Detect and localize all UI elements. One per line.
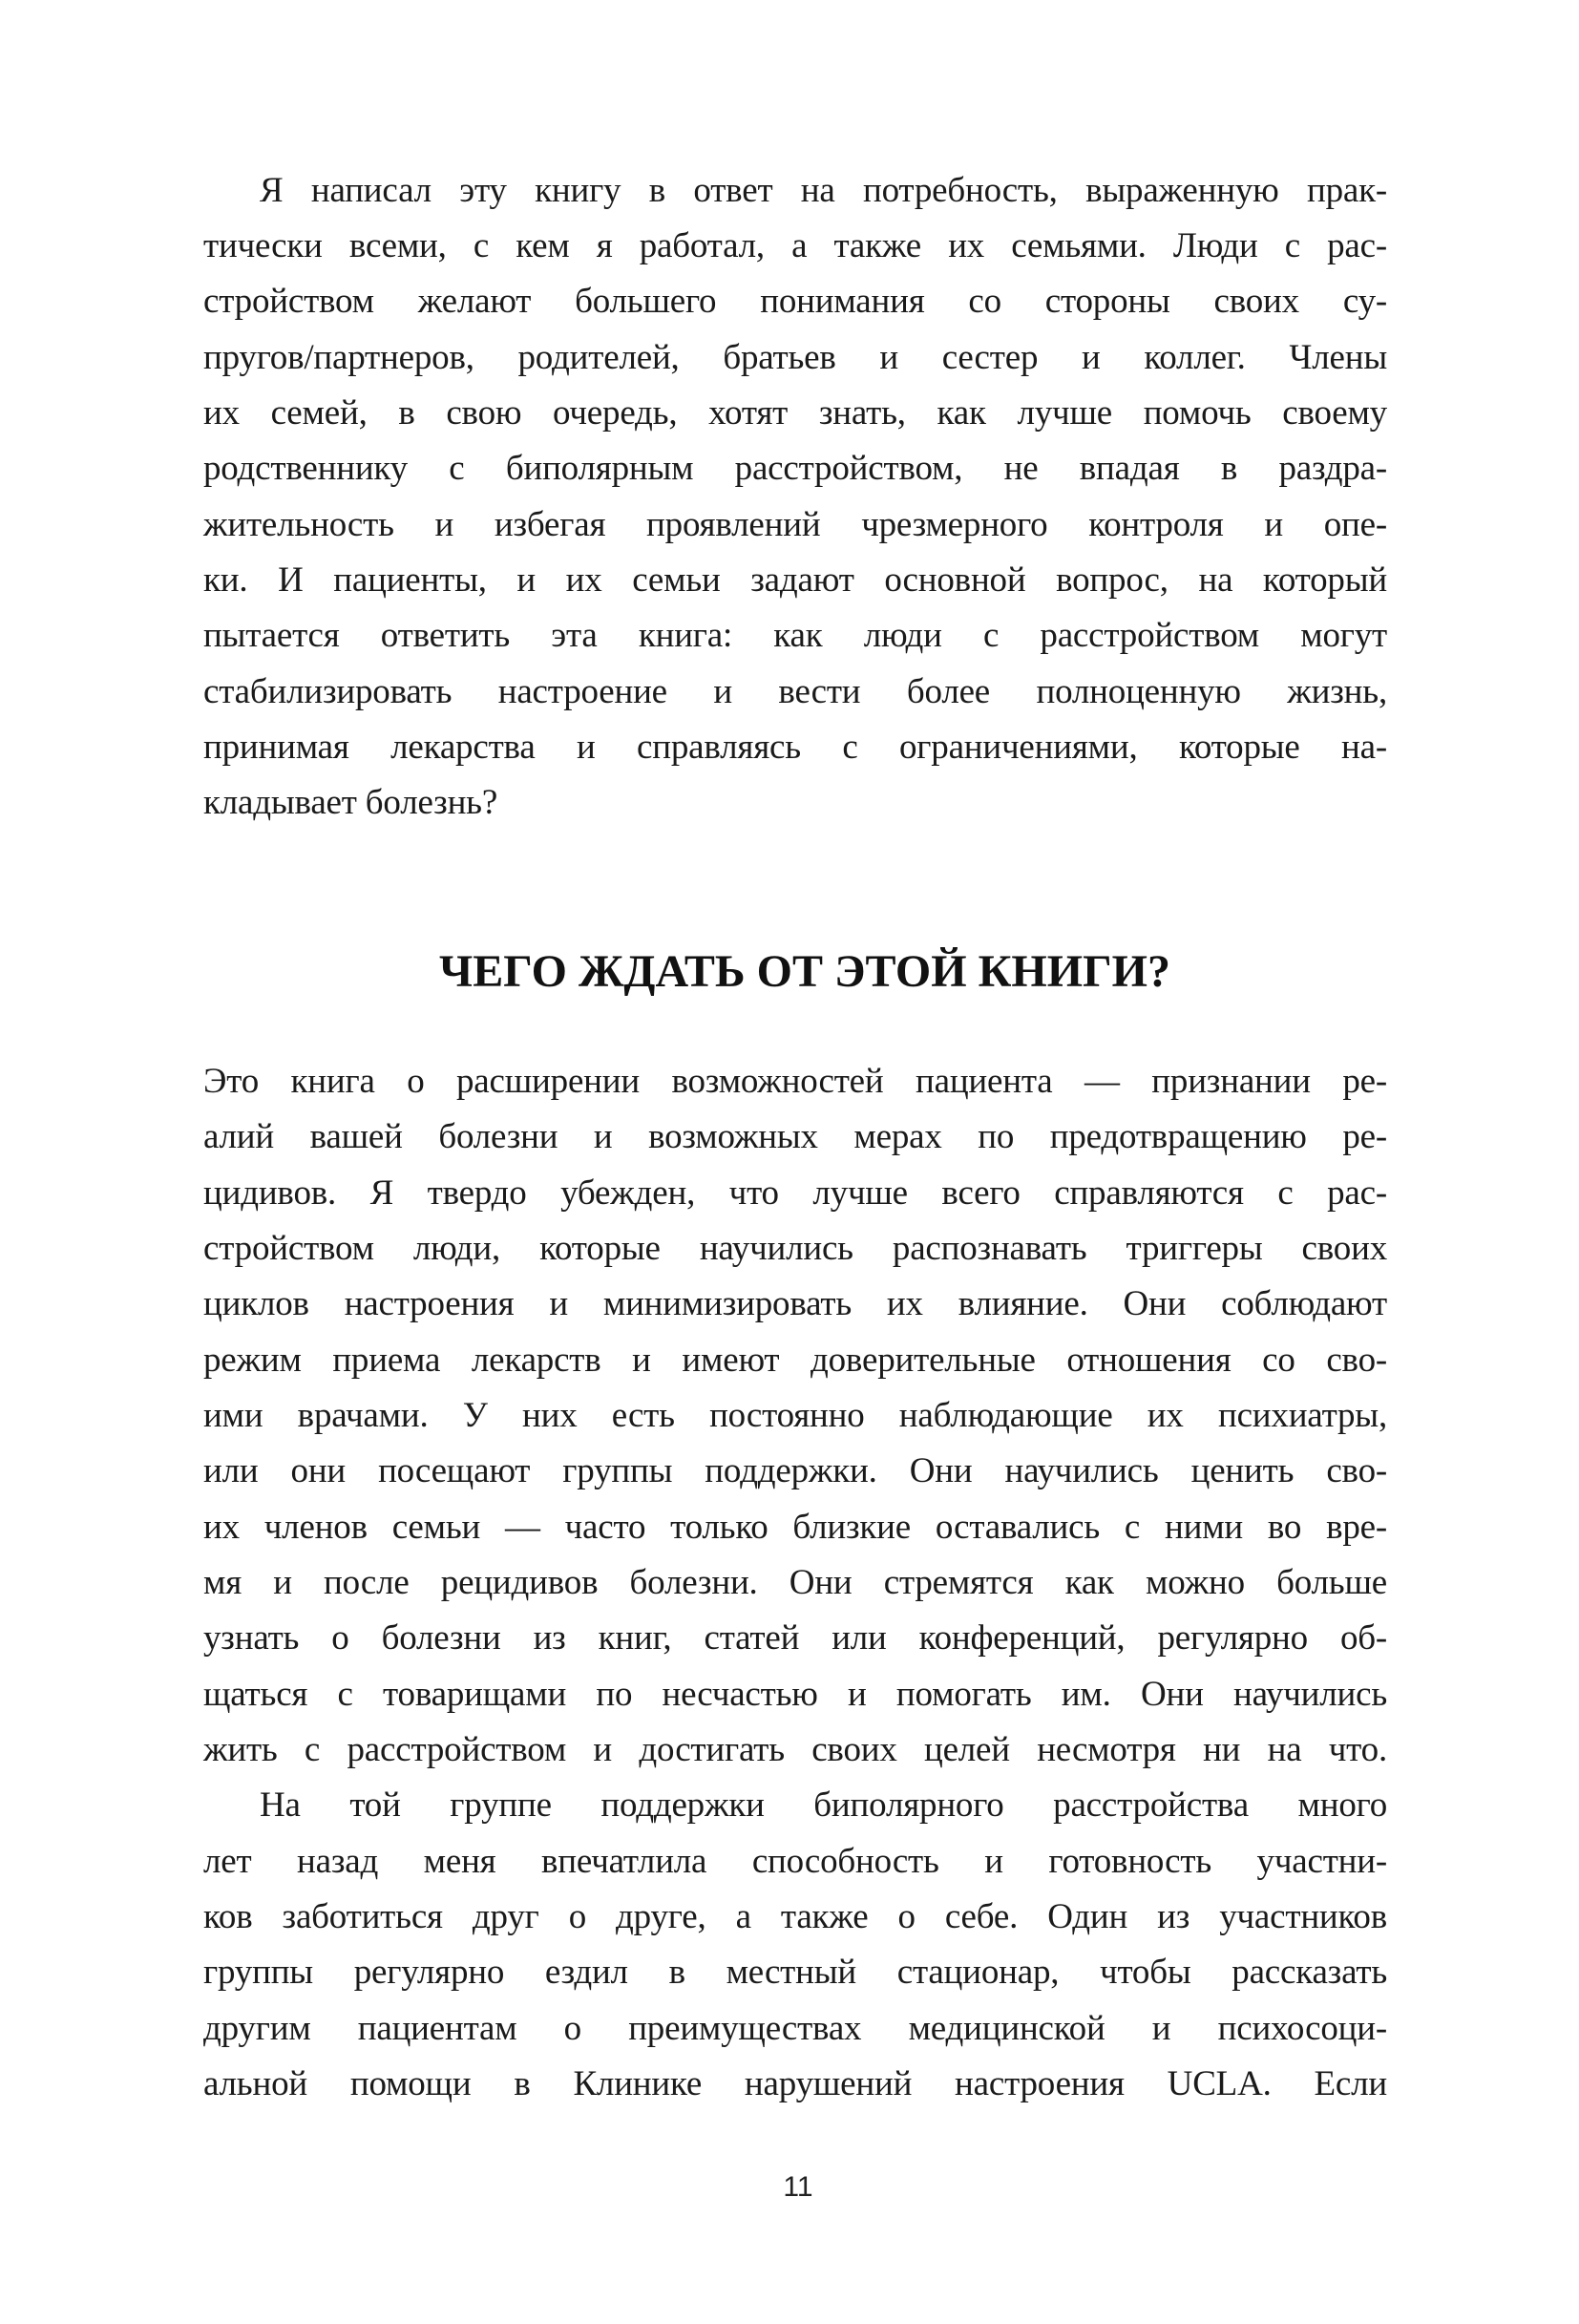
text-line: режим приема лекарств и имеют доверительные отношения со сво- xyxy=(203,1341,1387,1380)
text-line: стройством желают большего понимания со стороны своих су- xyxy=(203,282,1387,321)
text-line: стабилизировать настроение и вести более полноценную жизнь, xyxy=(203,672,1387,711)
text-line: пытается ответить эта книга: как люди с расстройством могут xyxy=(203,616,1387,655)
text-line: ков заботиться друг о друге, а также о себе. Один из участников xyxy=(203,1897,1387,1936)
page-number: 11 xyxy=(783,2171,813,2203)
text-line: На той группе поддержки биполярного расстройства много xyxy=(260,1785,1387,1825)
text-line: циклов настроения и минимизировать их влияние. Они соблюдают xyxy=(203,1284,1387,1323)
text-line: стройством люди, которые научились распознавать триггеры своих xyxy=(203,1229,1387,1268)
text-line: мя и после рецидивов болезни. Они стремятся как можно больше xyxy=(203,1563,1387,1602)
text-line: ими врачами. У них есть постоянно наблюдающие их психиатры, xyxy=(203,1396,1387,1435)
text-line: жить с расстройством и достигать своих целей несмотря ни на что. xyxy=(203,1730,1387,1769)
text-line: щаться с товарищами по несчастью и помогать им. Они научились xyxy=(203,1675,1387,1714)
text-line: группы регулярно ездил в местный стационар, чтобы рассказать xyxy=(203,1953,1387,1992)
text-line: лет назад меня впечатлила способность и готовность участни- xyxy=(203,1842,1387,1881)
text-line: альной помощи в Клинике нарушений настроения UCLA. Если xyxy=(203,2064,1387,2103)
section-heading: ЧЕГО ЖДАТЬ ОТ ЭТОЙ КНИГИ? xyxy=(439,946,1170,997)
text-line: тически всеми, с кем я работал, а также их семьями. Люди с рас- xyxy=(203,226,1387,265)
text-line: пругов/партнеров, родителей, братьев и сестер и коллег. Члены xyxy=(203,338,1387,377)
text-line: кладывает болезнь? xyxy=(203,783,498,822)
text-line: цидивов. Я твердо убежден, что лучше всего справляются с рас- xyxy=(203,1173,1387,1213)
text-line: ки. И пациенты, и их семьи задают основной вопрос, на который xyxy=(203,560,1387,600)
text-line: алий вашей болезни и возможных мерах по предотвращению ре- xyxy=(203,1117,1387,1156)
text-line: их семей, в свою очередь, хотят знать, как лучше помочь своему xyxy=(203,393,1387,433)
text-line: или они посещают группы поддержки. Они научились ценить сво- xyxy=(203,1451,1387,1490)
text-line: их членов семьи — часто только близкие оставались с ними во вре- xyxy=(203,1508,1387,1547)
text-line: жительность и избегая проявлений чрезмерного контроля и опе- xyxy=(203,505,1387,544)
text-line: родственнику с биполярным расстройством, не впадая в раздра- xyxy=(203,449,1387,488)
text-line: узнать о болезни из книг, статей или конференций, регулярно об- xyxy=(203,1618,1387,1658)
text-line: другим пациентам о преимуществах медицинской и психосоци- xyxy=(203,2009,1387,2048)
text-line: принимая лекарства и справляясь с ограничениями, которые на- xyxy=(203,728,1387,767)
text-line: Это книга о расширении возможностей пациента — признании ре- xyxy=(203,1062,1387,1101)
text-line: Я написал эту книгу в ответ на потребность, выраженную прак- xyxy=(260,171,1387,210)
